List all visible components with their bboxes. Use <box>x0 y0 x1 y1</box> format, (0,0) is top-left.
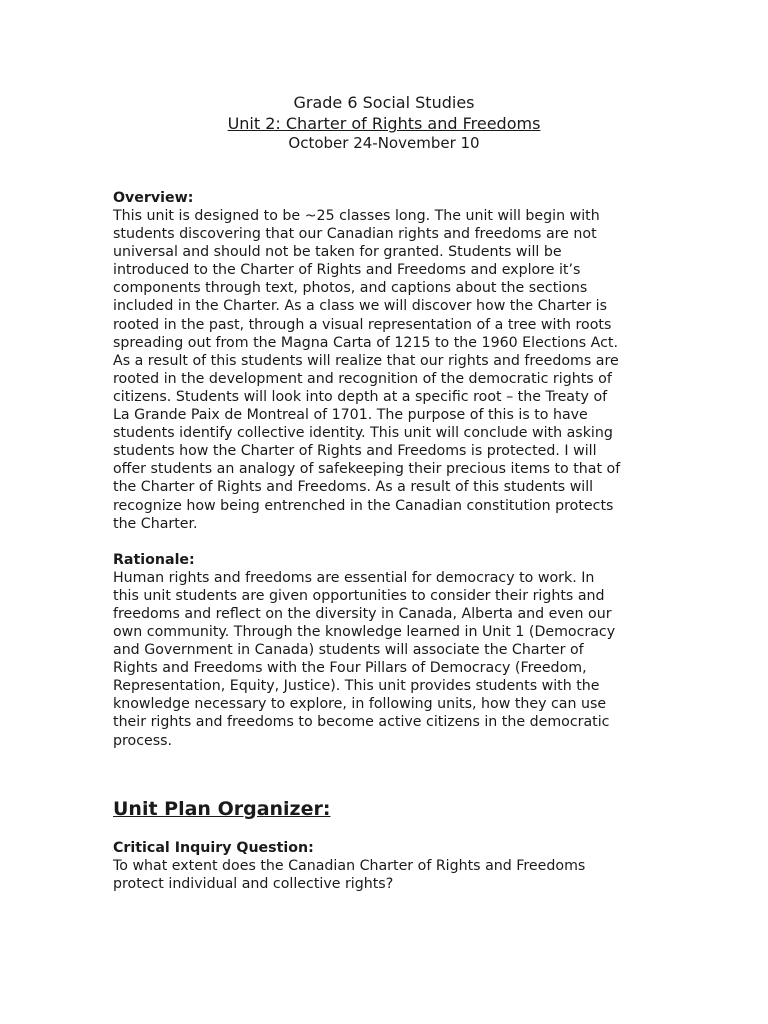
rationale-text: Human rights and freedoms are essential for democracy to work. In this unit students are given opportunities to consider their rights and freedoms and reflect on the diversity in Canada, Alberta and even our own community. Through the knowledge learned in Unit 1 (Democracy and Government in Canada) students will associate the Charter of Rights and Freedoms with the Four Pillars of Democracy (Freedom, Representation, Equity, Justice). This unit provides students with the knowledge necessary to explore, in following units, how they can use their rights and freedoms to become active citizens in the democratic process. <box>113 569 616 749</box>
unit-title: Unit 2: Charter of Rights and Freedoms <box>227 114 541 133</box>
organizer-heading: Unit Plan Organizer: <box>113 797 331 820</box>
document-body <box>113 189 653 893</box>
rationale-section <box>113 551 653 750</box>
inquiry-question-heading: Critical Inquiry Question: <box>113 839 314 856</box>
organizer-section <box>113 797 653 893</box>
course-title: Grade 6 Social Studies <box>293 93 475 112</box>
rationale-heading: Rationale: <box>113 551 195 568</box>
organizer-spacer <box>113 821 653 839</box>
section-spacer-large <box>113 750 653 797</box>
inquiry-question-text: To what extent does the Canadian Charter of Rights and Freedoms protect individual and collective rights? <box>113 857 586 892</box>
unit-dates: October 24-November 10 <box>288 134 480 152</box>
document-header <box>0 92 768 153</box>
overview-section <box>113 189 653 533</box>
overview-heading: Overview: <box>113 190 194 206</box>
section-spacer <box>113 533 653 551</box>
overview-text: This unit is designed to be ~25 classes long. The unit will begin with students discovering that our Canadian rights and freedoms are not universal and should not be taken for granted. Students will be introduced to the Charter of Rights and Freedoms and explore it’s components through text, photos, and captions about the sections included in the Charter. As a class we will discover how the Charter is rooted in the past, through a visual representation of a tree with roots spreading out from the Magna Carta of 1215 to the 1960 Elections Act. As a result of this students will realize that our rights and freedoms are rooted in the development and recognition of the democratic rights of citizens. Students will look into depth at a specific root – the Treaty of La Grande Paix de Montreal of 1701. The purpose of this is to have students identify collective identity. This unit will conclude with asking students how the Charter of Rights and Freedoms is protected. I will offer students an analogy of safekeeping their precious items to that of the Charter of Rights and Freedoms. As a result of this students will recognize how being entrenched in the Canadian constitution protects the Charter. <box>113 208 621 532</box>
